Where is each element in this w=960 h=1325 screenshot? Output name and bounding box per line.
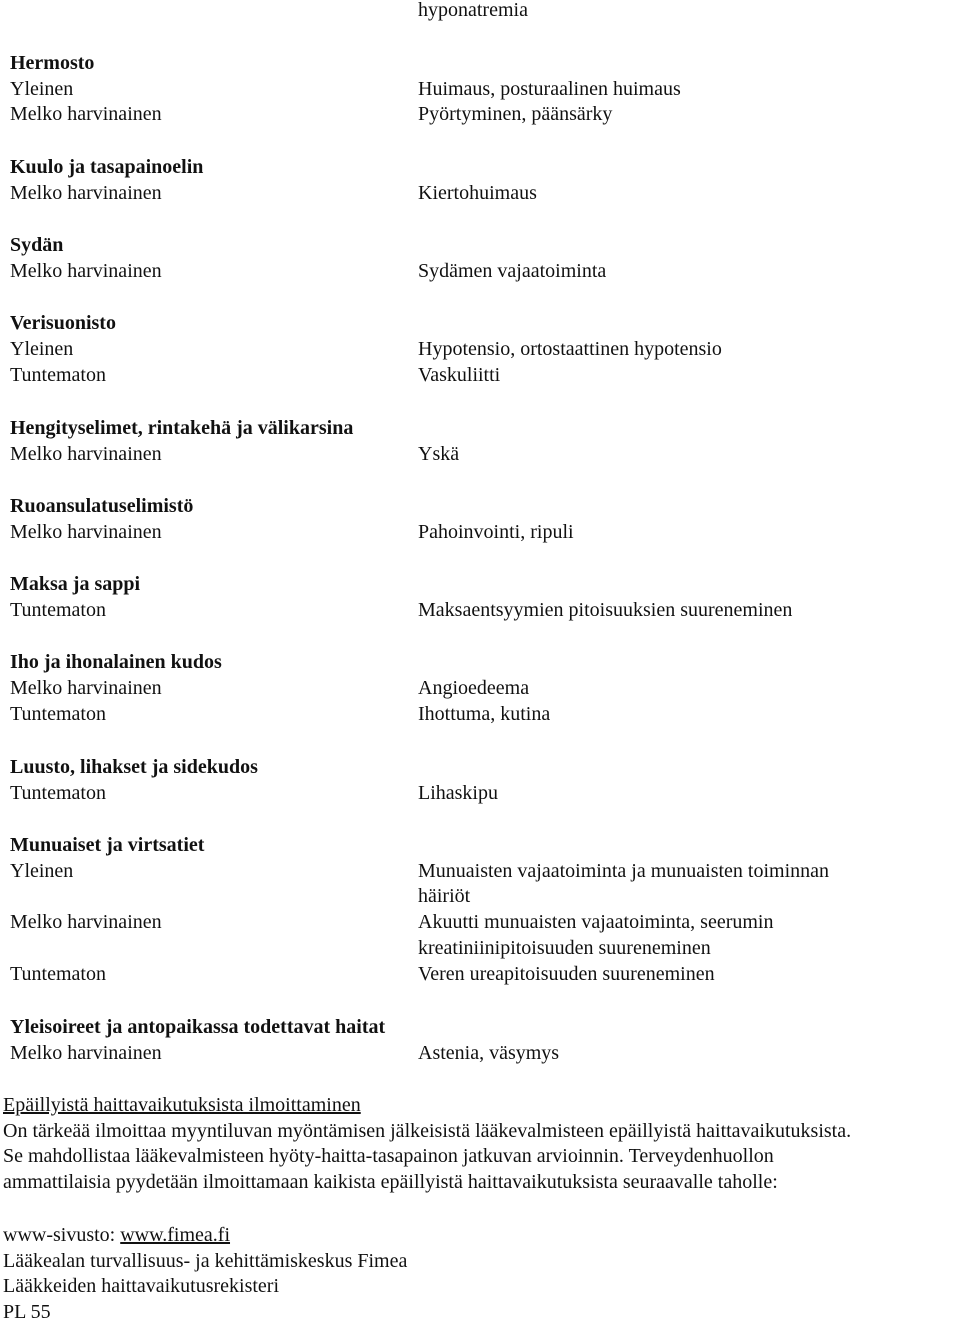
address-line: Lääkkeiden haittavaikutusrekisteri (3, 1275, 280, 1297)
frequency-label: Melko harvinainen (10, 911, 162, 933)
frequency-label: Melko harvinainen (10, 521, 162, 543)
effect-text: Vaskuliitti (418, 364, 501, 386)
frequency-label: Melko harvinainen (10, 677, 162, 699)
organ-heading-hermosto: Hermosto (10, 52, 95, 74)
frequency-label: Yleinen (10, 860, 74, 882)
effect-text: Hypotensio, ortostaattinen hypotensio (418, 338, 722, 360)
effect-text: Ihottuma, kutina (418, 703, 551, 725)
frequency-label: Melko harvinainen (10, 103, 162, 125)
effect-text: Astenia, väsymys (418, 1042, 560, 1064)
effect-text: Akuutti munuaisten vajaatoiminta, seerumin (418, 911, 774, 933)
organ-heading-kuulo: Kuulo ja tasapainoelin (10, 156, 204, 178)
organ-heading-luusto: Luusto, lihakset ja sidekudos (10, 756, 258, 778)
frequency-label: Tuntematon (10, 782, 106, 804)
reporting-paragraph-line: ammattilaisia pyydetään ilmoittamaan kaikista epäillyistä haittavaikutuksista seuraavalle taholle: (3, 1171, 778, 1193)
effect-text: Angioedeema (418, 677, 530, 699)
frequency-label: Tuntematon (10, 703, 106, 725)
organ-heading-ruoansulatus: Ruoansulatuselimistö (10, 495, 194, 517)
frequency-label: Tuntematon (10, 599, 106, 621)
website-line (3, 1222, 230, 1248)
frequency-label: Yleinen (10, 78, 74, 100)
frequency-label: Tuntematon (10, 963, 106, 985)
effect-text-continued: häiriöt (418, 885, 471, 907)
effect-text: Pyörtyminen, päänsärky (418, 103, 613, 125)
address-line: Lääkealan turvallisuus- ja kehittämiskeskus Fimea (3, 1250, 408, 1272)
organ-heading-munuaiset: Munuaiset ja virtsatiet (10, 834, 205, 856)
website-label: www-sivusto: (3, 1224, 121, 1246)
fimea-website-link[interactable]: www.fimea.fi (120, 1224, 231, 1246)
effect-text: Veren ureapitoisuuden suureneminen (418, 963, 715, 985)
reporting-paragraph-line: On tärkeää ilmoittaa myyntiluvan myöntämisen jälkeisistä lääkevalmisteen epäillyistä haittavaikutuksista. (3, 1120, 852, 1142)
continued-effect-text: hyponatremia (418, 0, 528, 21)
reporting-paragraph-line: Se mahdollistaa lääkevalmisteen hyöty-haitta-tasapainon jatkuvan arvioinnin. Terveydenhuollon (3, 1145, 774, 1167)
frequency-label: Melko harvinainen (10, 182, 162, 204)
organ-heading-sydan: Sydän (10, 234, 64, 256)
organ-heading-iho: Iho ja ihonalainen kudos (10, 651, 222, 673)
frequency-label: Yleinen (10, 338, 74, 360)
effect-text: Huimaus, posturaalinen huimaus (418, 78, 681, 100)
organ-heading-hengityselimet: Hengityselimet, rintakehä ja välikarsina (10, 417, 354, 439)
organ-heading-yleisoireet: Yleisoireet ja antopaikassa todettavat haitat (10, 1016, 386, 1038)
effect-text: Lihaskipu (418, 782, 498, 804)
effect-text: Munuaisten vajaatoiminta ja munuaisten toiminnan (418, 860, 830, 882)
organ-heading-maksa: Maksa ja sappi (10, 573, 141, 595)
effect-text: Pahoinvointi, ripuli (418, 521, 574, 543)
effect-text: Kiertohuimaus (418, 182, 537, 204)
frequency-label: Tuntematon (10, 364, 106, 386)
frequency-label: Melko harvinainen (10, 1042, 162, 1064)
frequency-label: Melko harvinainen (10, 443, 162, 465)
effect-text: Maksaentsyymien pitoisuuksien suureneminen (418, 599, 793, 621)
address-line: PL 55 (3, 1301, 51, 1323)
organ-heading-verisuonisto: Verisuonisto (10, 312, 116, 334)
effect-text: Yskä (418, 443, 460, 465)
effect-text-continued: kreatiniinipitoisuuden suureneminen (418, 937, 711, 959)
effect-text: Sydämen vajaatoiminta (418, 260, 607, 282)
reporting-heading: Epäillyistä haittavaikutuksista ilmoittaminen (3, 1094, 361, 1116)
frequency-label: Melko harvinainen (10, 260, 162, 282)
